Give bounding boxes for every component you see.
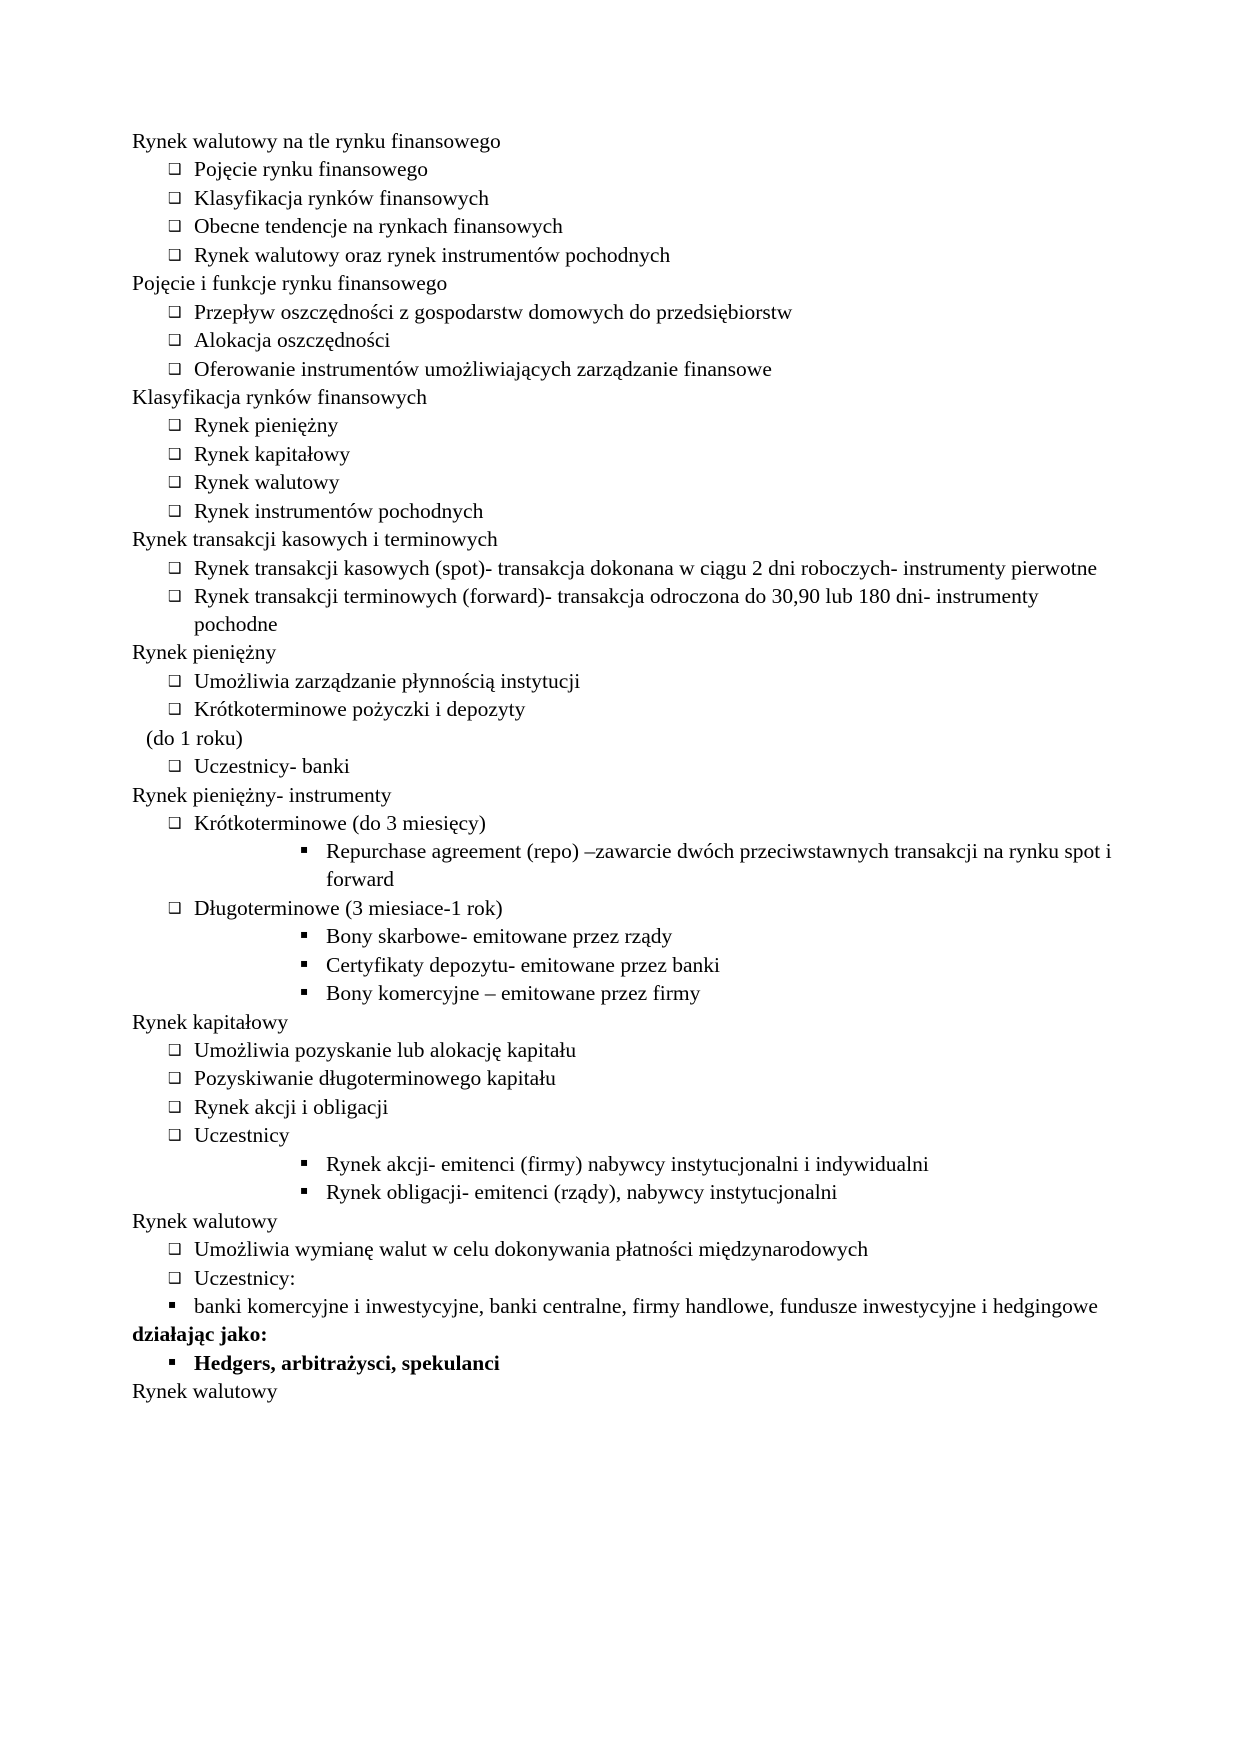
list-item bbox=[132, 498, 1120, 526]
list-item bbox=[132, 213, 1120, 241]
document-heading: Rynek pieniężny bbox=[132, 640, 277, 665]
list-item bbox=[132, 696, 1120, 724]
square-bullet-icon: ▪ bbox=[300, 984, 309, 999]
checkbox-bullet-icon: ❑ bbox=[168, 700, 182, 719]
checkbox-bullet-icon: ❑ bbox=[168, 814, 182, 832]
list-item-label: Rynek kapitałowy bbox=[194, 441, 351, 466]
document-heading: Rynek walutowy bbox=[132, 1208, 278, 1233]
list-item bbox=[132, 1179, 1120, 1207]
list-item-label: Krótkoterminowe (do 3 miesięcy) bbox=[194, 811, 486, 835]
checkbox-bullet-icon: ❑ bbox=[168, 302, 182, 321]
list-item bbox=[132, 952, 1120, 980]
list-item-label: Długoterminowe (3 miesiace-1 rok) bbox=[194, 895, 503, 920]
checkbox-bullet-icon: ❑ bbox=[168, 444, 182, 463]
list-item-label: Bony komercyjne – emitowane przez firmy bbox=[326, 981, 701, 1006]
list-item bbox=[132, 668, 1120, 696]
list-item bbox=[132, 1350, 1120, 1378]
document-heading: Klasyfikacja rynków finansowych bbox=[132, 384, 427, 409]
list-item bbox=[132, 838, 1120, 894]
list-item-label: Rynek akcji- emitenci (firmy) nabywcy instytucjonalni i indywidualni bbox=[326, 1151, 929, 1176]
list-item-label: Rynek pieniężny bbox=[194, 413, 339, 438]
list-item bbox=[132, 327, 1120, 355]
checkbox-bullet-icon: ❑ bbox=[168, 1041, 182, 1059]
checkbox-bullet-icon: ❑ bbox=[168, 331, 182, 350]
list-item-label: Rynek transakcji kasowych (spot)- transakcja dokonana w ciągu 2 dni roboczych- instrumenty pierwotne bbox=[194, 555, 1098, 580]
list-item-label: Hedgers, arbitrażysci, spekulanci bbox=[194, 1350, 500, 1375]
list-item bbox=[132, 1236, 1120, 1264]
list-item bbox=[132, 185, 1120, 213]
checkbox-bullet-icon: ❑ bbox=[168, 416, 182, 435]
list-item-label: Rynek akcji i obligacji bbox=[194, 1094, 389, 1119]
checkbox-bullet-icon: ❑ bbox=[168, 671, 182, 690]
list-item bbox=[132, 1293, 1120, 1321]
document-continuation-line: (do 1 roku) bbox=[146, 725, 243, 750]
checkbox-bullet-icon: ❑ bbox=[168, 1268, 182, 1287]
list-item-label: Oferowanie instrumentów umożliwiających zarządzanie finansowe bbox=[194, 356, 772, 381]
list-item bbox=[132, 441, 1120, 469]
square-bullet-icon: ▪ bbox=[300, 1183, 309, 1198]
checkbox-bullet-icon: ❑ bbox=[168, 160, 182, 179]
square-bullet-icon: ▪ bbox=[300, 927, 309, 942]
list-item-label: Uczestnicy bbox=[194, 1123, 290, 1148]
list-item bbox=[132, 895, 1120, 923]
document-heading: Pojęcie i funkcje rynku finansowego bbox=[132, 271, 448, 296]
list-item-label: Rynek walutowy bbox=[194, 470, 340, 495]
list-item bbox=[132, 1037, 1120, 1065]
list-item bbox=[132, 923, 1120, 951]
list-item-label: Umożliwia zarządzanie płynnością instytucji bbox=[194, 668, 581, 693]
square-bullet-icon: ▪ bbox=[168, 1353, 177, 1368]
list-item-label: Pojęcie rynku finansowego bbox=[194, 157, 429, 182]
list-item bbox=[132, 555, 1120, 583]
list-item-label: Uczestnicy: bbox=[194, 1265, 296, 1290]
list-item-label: Uczestnicy- banki bbox=[194, 754, 350, 779]
list-item-label: Rynek instrumentów pochodnych bbox=[194, 498, 484, 523]
checkbox-bullet-icon: ❑ bbox=[168, 359, 182, 378]
list-item-label: Przepływ oszczędności z gospodarstw domowych do przedsiębiorstw bbox=[194, 299, 793, 324]
checkbox-bullet-icon: ❑ bbox=[168, 501, 182, 520]
list-item bbox=[132, 1065, 1120, 1093]
checkbox-bullet-icon: ❑ bbox=[168, 473, 182, 492]
list-item bbox=[132, 810, 1120, 838]
square-bullet-icon: ▪ bbox=[168, 1296, 177, 1311]
list-item bbox=[132, 1122, 1120, 1150]
list-item-label: Repurchase agreement (repo) –zawarcie dwóch przeciwstawnych transakcji na rynku spot i forward bbox=[326, 839, 1112, 892]
checkbox-bullet-icon: ❑ bbox=[168, 1069, 182, 1088]
list-item bbox=[132, 469, 1120, 497]
document-heading: Rynek transakcji kasowych i terminowych bbox=[132, 527, 498, 552]
list-item-label: Klasyfikacja rynków finansowych bbox=[194, 185, 489, 210]
list-item-label: Certyfikaty depozytu- emitowane przez banki bbox=[326, 952, 721, 977]
square-bullet-icon: ▪ bbox=[300, 842, 309, 857]
list-item bbox=[132, 1265, 1120, 1293]
checkbox-bullet-icon: ❑ bbox=[168, 1126, 182, 1145]
list-item-label: Bony skarbowe- emitowane przez rządy bbox=[326, 924, 673, 949]
checkbox-bullet-icon: ❑ bbox=[168, 587, 182, 605]
list-item-label: Rynek walutowy oraz rynek instrumentów pochodnych bbox=[194, 242, 671, 267]
list-item bbox=[132, 412, 1120, 440]
list-item bbox=[132, 753, 1120, 781]
list-item bbox=[132, 980, 1120, 1008]
list-item bbox=[132, 156, 1120, 184]
document-heading: Rynek pieniężny- instrumenty bbox=[132, 782, 392, 807]
checkbox-bullet-icon: ❑ bbox=[168, 558, 182, 577]
list-item bbox=[132, 1094, 1120, 1122]
document-heading: Rynek kapitałowy bbox=[132, 1009, 289, 1034]
document-heading: Rynek walutowy bbox=[132, 1379, 278, 1404]
square-bullet-icon: ▪ bbox=[300, 955, 309, 970]
list-item-label: Umożliwia pozyskanie lub alokację kapitału bbox=[194, 1038, 577, 1062]
list-item-label: Rynek obligacji- emitenci (rządy), nabywcy instytucjonalni bbox=[326, 1180, 838, 1205]
list-item-label: Krótkoterminowe pożyczki i depozyty bbox=[194, 697, 526, 722]
list-item bbox=[132, 299, 1120, 327]
document-body bbox=[132, 128, 1120, 1406]
checkbox-bullet-icon: ❑ bbox=[168, 1240, 182, 1259]
list-item-label: Rynek transakcji terminowych (forward)- transakcja odroczona do 30,90 lub 180 dni- instrumenty pochodne bbox=[194, 584, 1039, 636]
list-item-label: Umożliwia wymianę walut w celu dokonywania płatności międzynarodowych bbox=[194, 1237, 869, 1262]
checkbox-bullet-icon: ❑ bbox=[168, 898, 182, 917]
list-item bbox=[132, 242, 1120, 270]
list-item-label: Pozyskiwanie długoterminowego kapitału bbox=[194, 1066, 556, 1091]
document-heading: działając jako: bbox=[132, 1322, 268, 1347]
checkbox-bullet-icon: ❑ bbox=[168, 188, 182, 207]
list-item-label: Obecne tendencje na rynkach finansowych bbox=[194, 214, 563, 239]
list-item bbox=[132, 583, 1120, 639]
list-item-label: Alokacja oszczędności bbox=[194, 328, 391, 353]
checkbox-bullet-icon: ❑ bbox=[168, 757, 182, 776]
list-item-label: banki komercyjne i inwestycyjne, banki centralne, firmy handlowe, fundusze inwestycyjne i hedgingowe bbox=[194, 1293, 1098, 1318]
list-item bbox=[132, 1151, 1120, 1179]
checkbox-bullet-icon: ❑ bbox=[168, 1097, 182, 1116]
document-heading: Rynek walutowy na tle rynku finansowego bbox=[132, 129, 501, 153]
square-bullet-icon: ▪ bbox=[300, 1154, 309, 1169]
checkbox-bullet-icon: ❑ bbox=[168, 245, 182, 264]
list-item bbox=[132, 356, 1120, 384]
checkbox-bullet-icon: ❑ bbox=[168, 217, 182, 236]
